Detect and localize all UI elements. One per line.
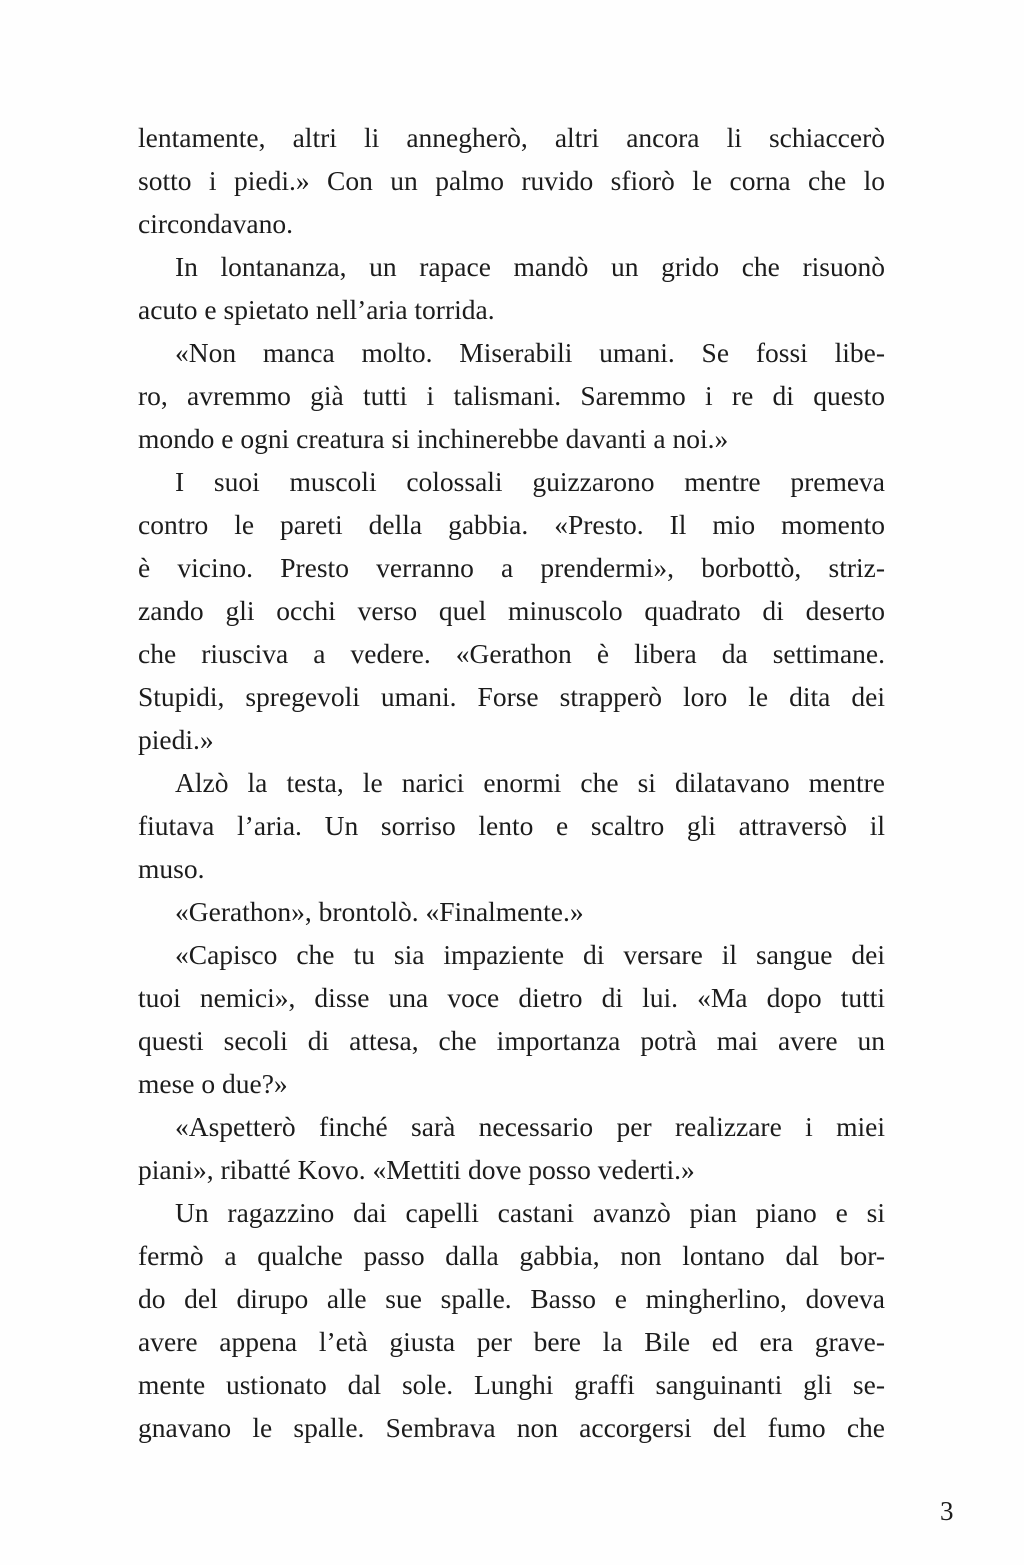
text-line: zando gli occhi verso quel minuscolo quadrato di deserto (138, 595, 885, 626)
text-line: fermò a qualche passo dalla gabbia, non lontano dal bor- (138, 1240, 885, 1271)
page-number: 3 (940, 1496, 954, 1526)
text-line: contro le pareti della gabbia. «Presto. Il mio momento (138, 509, 885, 540)
text-line: «Capisco che tu sia impaziente di versare il sangue dei (175, 939, 885, 970)
text-line: piedi.» (138, 724, 214, 755)
text-line: sotto i piedi.» Con un palmo ruvido sfiorò le corna che lo (138, 165, 885, 196)
text-line: In lontananza, un rapace mandò un grido che risuonò (175, 251, 885, 282)
text-line: acuto e spietato nell’aria torrida. (138, 294, 495, 325)
text-line: mese o due?» (138, 1068, 288, 1099)
text-line: lentamente, altri li annegherò, altri ancora li schiaccerò (138, 122, 885, 153)
text-line: piani», ribatté Kovo. «Mettiti dove posso vederti.» (138, 1154, 695, 1185)
text-line: «Non manca molto. Miserabili umani. Se fossi libe- (175, 337, 885, 368)
text-line: «Aspetterò finché sarà necessario per realizzare i miei (175, 1111, 885, 1142)
text-line: gnavano le spalle. Sembrava non accorgersi del fumo che (138, 1412, 885, 1443)
text-line: fiutava l’aria. Un sorriso lento e scaltro gli attraversò il (138, 810, 885, 841)
text-line: «Gerathon», brontolò. «Finalmente.» (175, 896, 584, 927)
text-line: circondavano. (138, 208, 293, 239)
text-line: Stupidi, spregevoli umani. Forse strapperò loro le dita dei (138, 681, 885, 712)
text-line: I suoi muscoli colossali guizzarono mentre premeva (175, 466, 885, 497)
text-line: tuoi nemici», disse una voce dietro di lui. «Ma dopo tutti (138, 982, 885, 1013)
text-line: ro, avremmo già tutti i talismani. Saremmo i re di questo (138, 380, 885, 411)
text-line: muso. (138, 853, 205, 884)
text-line: che riusciva a vedere. «Gerathon è libera da settimane. (138, 638, 885, 669)
text-line: mondo e ogni creatura si inchinerebbe davanti a noi.» (138, 423, 729, 454)
text-line: Un ragazzino dai capelli castani avanzò pian piano e si (175, 1197, 885, 1228)
text-line: do del dirupo alle sue spalle. Basso e mingherlino, doveva (138, 1283, 885, 1314)
body-text (138, 116, 885, 1449)
text-line: avere appena l’età giusta per bere la Bile ed era grave- (138, 1326, 885, 1357)
text-line: è vicino. Presto verranno a prendermi», borbottò, striz- (138, 552, 885, 583)
text-line: Alzò la testa, le narici enormi che si dilatavano mentre (175, 767, 885, 798)
text-line: questi secoli di attesa, che importanza potrà mai avere un (138, 1025, 885, 1056)
text-line: mente ustionato dal sole. Lunghi graffi sanguinanti gli se- (138, 1369, 885, 1400)
